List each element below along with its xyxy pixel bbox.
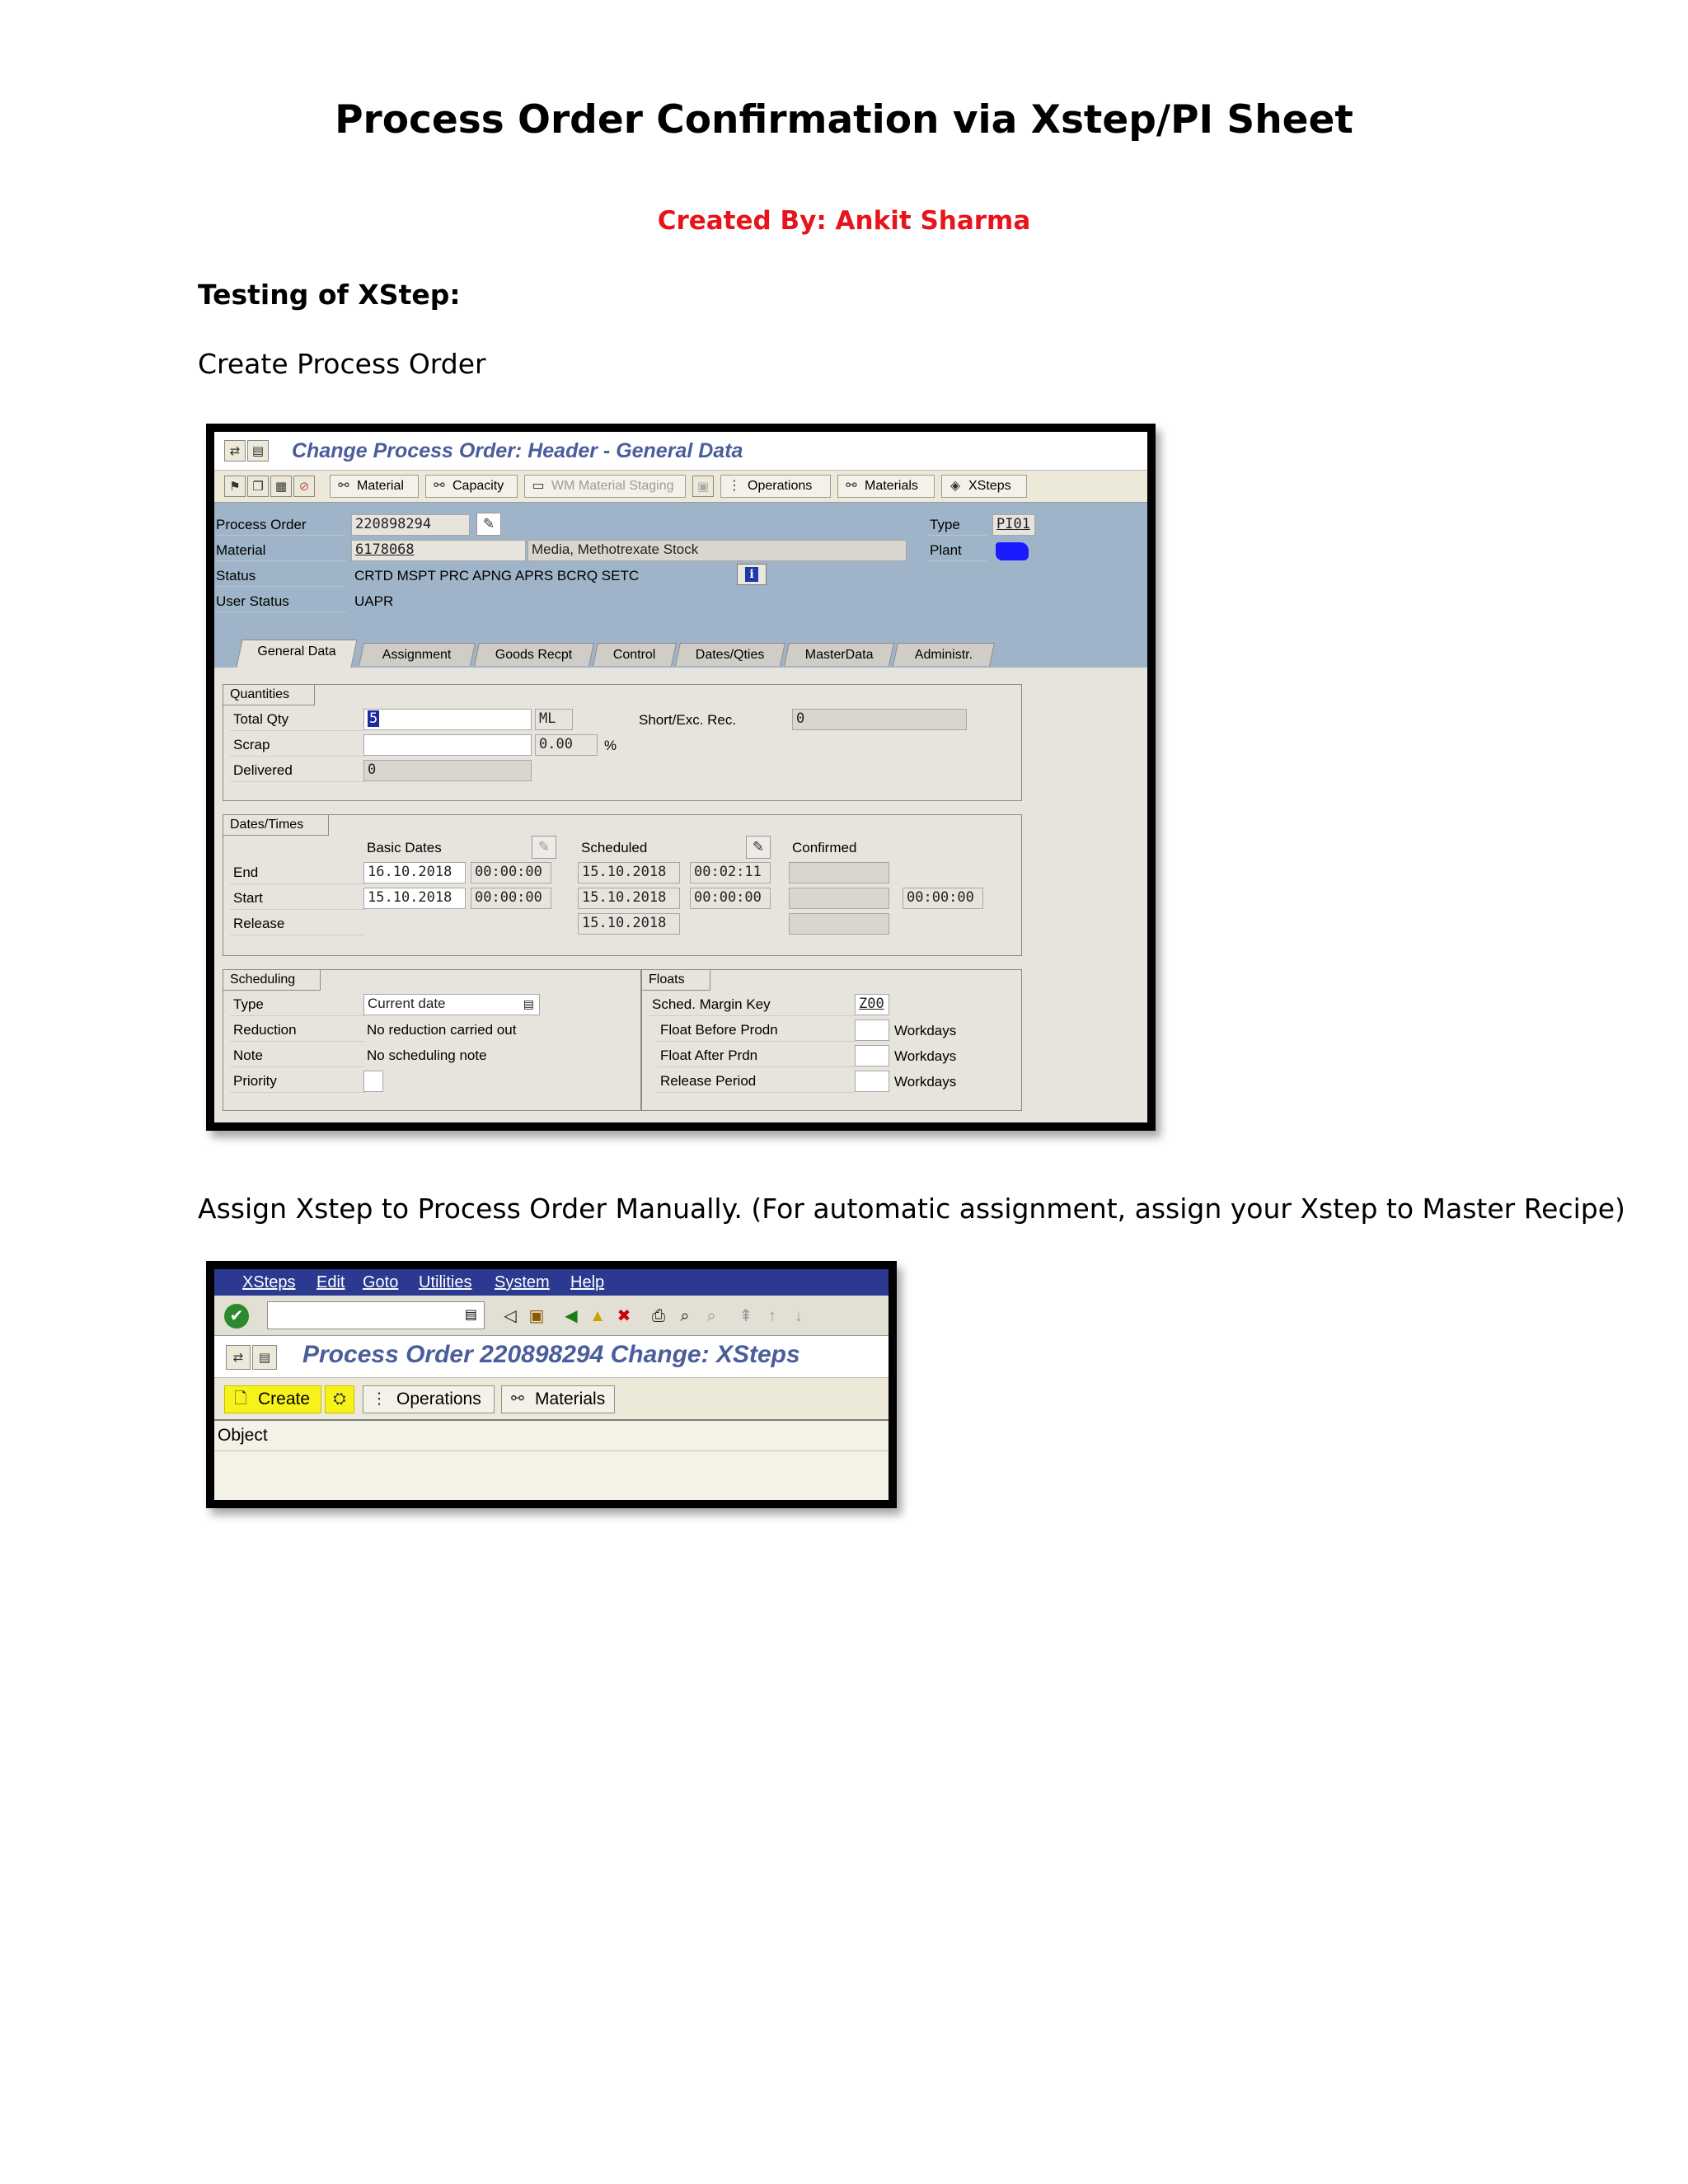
- start-label: Start: [230, 887, 365, 910]
- operations-button[interactable]: ⋮ Operations: [720, 475, 831, 498]
- operations-icon: ⋮: [728, 479, 741, 493]
- start-confirmed-time: 00:00:00: [903, 888, 983, 909]
- user-status-label: User Status: [214, 591, 346, 612]
- dates-times-group-title: Dates/Times: [223, 815, 329, 836]
- menu-icon[interactable]: ▤: [252, 1345, 277, 1370]
- new-document-icon: 🗋: [234, 1390, 247, 1408]
- float-after-unit: Workdays: [894, 1048, 957, 1064]
- tab-assignment[interactable]: Assignment: [359, 643, 476, 666]
- object-column-header: Object: [218, 1426, 268, 1445]
- menu-utilities[interactable]: Utilities: [419, 1273, 472, 1291]
- tab-dates-qties[interactable]: Dates/Qties: [675, 643, 785, 666]
- dropdown-icon: ▤: [523, 997, 534, 1010]
- tree-icon: ⚯: [511, 1390, 524, 1408]
- sap-window: [214, 432, 1147, 1122]
- reduction-label: Reduction: [230, 1019, 365, 1042]
- quantities-group: [223, 684, 1022, 801]
- status-value: CRTD MSPT PRC APNG APRS BCRQ SETC: [354, 568, 640, 583]
- operations-button[interactable]: ⋮ Operations: [363, 1385, 495, 1413]
- start-scheduled-date: 15.10.2018: [578, 888, 680, 909]
- release-period-field[interactable]: [855, 1071, 889, 1092]
- previous-page-icon[interactable]: ↑: [768, 1307, 776, 1325]
- release-period-label: Release Period: [657, 1070, 855, 1093]
- menu-system[interactable]: System: [495, 1273, 550, 1291]
- float-before-unit: Workdays: [894, 1023, 957, 1038]
- screenshot-process-order-xsteps: [206, 1261, 897, 1508]
- title-bar-xsteps: [214, 1336, 889, 1378]
- floats-group: [641, 969, 1022, 1111]
- quantities-group-title: Quantities: [223, 685, 315, 705]
- end-basic-time[interactable]: 00:00:00: [471, 862, 551, 883]
- short-exc-label: Short/Exc. Rec.: [639, 712, 737, 728]
- wm-material-staging-button[interactable]: ▭ WM Material Staging: [524, 475, 686, 498]
- object-tree-area: [214, 1421, 889, 1500]
- cancel-icon[interactable]: ✖: [617, 1307, 631, 1325]
- tab-general-data[interactable]: General Data: [236, 640, 357, 668]
- operations-icon: ⋮: [371, 1390, 387, 1408]
- basic-dates-label: Basic Dates: [367, 840, 442, 855]
- find-icon[interactable]: ⌕: [680, 1307, 690, 1325]
- general-data-tab-body: [214, 668, 1147, 1122]
- reduction-value: No reduction carried out: [367, 1022, 517, 1038]
- tab-administr[interactable]: Administr.: [893, 643, 995, 666]
- edit-order-icon[interactable]: ✎: [476, 513, 501, 536]
- exit-icon[interactable]: ▲: [589, 1307, 606, 1325]
- start-confirmed-date: [789, 888, 889, 909]
- scrap-percent-field[interactable]: 0.00: [535, 734, 598, 756]
- short-exc-field: 0: [792, 709, 967, 730]
- release-period-unit: Workdays: [894, 1074, 957, 1090]
- xsteps-button[interactable]: ◈ XSteps: [941, 475, 1027, 498]
- sap-window-xsteps: [214, 1269, 889, 1500]
- title-bar: [214, 432, 1147, 471]
- delivered-label: Delivered: [230, 759, 365, 782]
- unit-field[interactable]: ML: [535, 709, 573, 730]
- status-info-button[interactable]: [737, 564, 767, 585]
- basic-dates-edit-icon[interactable]: ✎: [532, 836, 556, 859]
- dates-times-group: [223, 814, 1022, 956]
- menu-help[interactable]: Help: [570, 1273, 605, 1291]
- command-field[interactable]: [267, 1301, 485, 1329]
- stop-icon[interactable]: ⊘: [293, 476, 315, 497]
- stamp-button[interactable]: [325, 1385, 354, 1413]
- materials-button[interactable]: ⚯ Materials: [501, 1385, 615, 1413]
- release-label: Release: [230, 912, 365, 935]
- menu-xsteps[interactable]: XSteps: [242, 1273, 296, 1291]
- margin-key-label: Sched. Margin Key: [649, 993, 855, 1016]
- menu-icon[interactable]: ▤: [247, 440, 269, 462]
- end-basic-date[interactable]: 16.10.2018: [363, 862, 466, 883]
- tree-icon: ⚯: [846, 479, 857, 493]
- save-icon[interactable]: ▣: [528, 1307, 545, 1325]
- back-nav-icon[interactable]: ◁: [504, 1307, 517, 1325]
- total-qty-field[interactable]: 5: [363, 709, 532, 730]
- xsteps-screen-title: Process Order 220898294 Change: XSteps: [302, 1341, 800, 1368]
- paragraph-assign-xstep: Assign Xstep to Process Order Manually. (For automatic assignment, assign your Xstep to Master Recipe): [198, 1193, 1625, 1225]
- plant-redacted: [996, 542, 1029, 560]
- section-heading: Testing of XStep:: [198, 279, 461, 311]
- scheduling-group-title: Scheduling: [223, 970, 321, 991]
- scrap-field[interactable]: [363, 734, 532, 756]
- materials-button[interactable]: ⚯ Materials: [837, 475, 935, 498]
- end-label: End: [230, 861, 365, 884]
- delivered-field: 0: [363, 760, 532, 781]
- start-scheduled-time: 00:00:00: [690, 888, 771, 909]
- capacity-button[interactable]: ⚯ Capacity: [425, 475, 518, 498]
- stamp-icon: ⛭: [333, 1390, 346, 1408]
- standard-toolbar: [214, 1296, 889, 1336]
- release-scheduled-date: 15.10.2018: [578, 913, 680, 935]
- scrap-label: Scrap: [230, 733, 365, 757]
- screenshot-change-process-order: [206, 424, 1156, 1131]
- float-before-field[interactable]: [855, 1019, 889, 1041]
- menu-edit[interactable]: Edit: [316, 1273, 345, 1291]
- type-label: Type: [928, 514, 987, 536]
- margin-key-field[interactable]: Z00: [855, 994, 889, 1015]
- confirmed-label: Confirmed: [792, 840, 857, 855]
- process-order-field[interactable]: 220898294: [351, 514, 470, 536]
- scheduling-group: [223, 969, 641, 1111]
- material-button[interactable]: ⚯ Material: [330, 475, 419, 498]
- floats-group-title: Floats: [642, 970, 710, 991]
- hierarchy-icon: ⚯: [434, 479, 445, 493]
- application-toolbar: [214, 471, 1147, 503]
- priority-field[interactable]: [363, 1071, 383, 1092]
- next-page-icon[interactable]: ↓: [795, 1307, 803, 1325]
- scheduling-type-label: Type: [230, 993, 365, 1016]
- enter-check-icon[interactable]: ✔: [224, 1304, 249, 1329]
- cube-icon: ◈: [950, 479, 961, 493]
- first-page-icon[interactable]: ⇞: [738, 1307, 753, 1325]
- screen-title: Change Process Order: Header - General Data: [292, 439, 743, 462]
- user-status-value: UAPR: [354, 593, 394, 609]
- hierarchy-icon: ⚯: [338, 479, 349, 493]
- tab-masterdata[interactable]: MasterData: [784, 643, 894, 666]
- scrap-percent-unit: %: [604, 738, 617, 753]
- material-description: Media, Methotrexate Stock: [528, 540, 907, 561]
- scheduled-edit-icon[interactable]: ✎: [746, 836, 771, 859]
- float-after-label: Float After Prdn: [657, 1044, 855, 1067]
- release-confirmed-date: [789, 913, 889, 935]
- paragraph-create-order: Create Process Order: [198, 348, 486, 380]
- tab-goods-recpt[interactable]: Goods Recpt: [474, 643, 594, 666]
- material-label: Material: [214, 540, 346, 561]
- order-header: [214, 503, 1147, 668]
- start-basic-time[interactable]: 00:00:00: [471, 888, 551, 909]
- info-icon: i: [745, 567, 758, 582]
- float-before-label: Float Before Prodn: [657, 1019, 855, 1042]
- find-next-icon[interactable]: ⌕: [706, 1307, 716, 1325]
- scheduling-type-dropdown[interactable]: Current date ▤: [363, 994, 540, 1015]
- flag-icon[interactable]: ⚑: [224, 476, 246, 497]
- print-icon[interactable]: ▣: [692, 476, 714, 497]
- start-basic-date[interactable]: 15.10.2018: [363, 888, 466, 909]
- type-field[interactable]: PI01: [992, 514, 1035, 536]
- priority-label: Priority: [230, 1070, 365, 1093]
- display-change-icon[interactable]: ⇄: [224, 440, 246, 462]
- copy-icon[interactable]: ❐: [247, 476, 269, 497]
- tab-control[interactable]: Control: [593, 643, 677, 666]
- float-after-field[interactable]: [855, 1045, 889, 1066]
- document-title: Process Order Confirmation via Xstep/PI Sheet: [335, 97, 1353, 143]
- command-history-icon[interactable]: ▤: [464, 1308, 477, 1322]
- note-label: Note: [230, 1044, 365, 1067]
- menu-goto[interactable]: Goto: [363, 1273, 399, 1291]
- author-line: Created By: Ankit Sharma: [657, 206, 1031, 236]
- end-scheduled-date: 15.10.2018: [578, 862, 680, 883]
- tab-strip: [214, 638, 1147, 668]
- display-change-icon[interactable]: ⇄: [226, 1345, 251, 1370]
- back-icon[interactable]: ◀: [565, 1307, 578, 1325]
- process-order-label: Process Order: [214, 514, 346, 536]
- scheduled-label: Scheduled: [581, 840, 648, 855]
- note-value: No scheduling note: [367, 1047, 487, 1063]
- print-icon[interactable]: ⎙: [652, 1307, 665, 1325]
- xsteps-toolbar: [214, 1378, 889, 1421]
- plant-label: Plant: [928, 540, 987, 561]
- menu-bar: [214, 1269, 889, 1296]
- staging-icon: ▭: [532, 479, 545, 493]
- end-scheduled-time: 00:02:11: [690, 862, 771, 883]
- end-confirmed-date: [789, 862, 889, 883]
- create-button[interactable]: 🗋 Create: [224, 1385, 321, 1413]
- calculator-icon[interactable]: ▦: [270, 476, 292, 497]
- total-qty-label: Total Qty: [230, 708, 365, 731]
- material-field[interactable]: 6178068: [351, 540, 526, 561]
- status-label: Status: [214, 565, 346, 587]
